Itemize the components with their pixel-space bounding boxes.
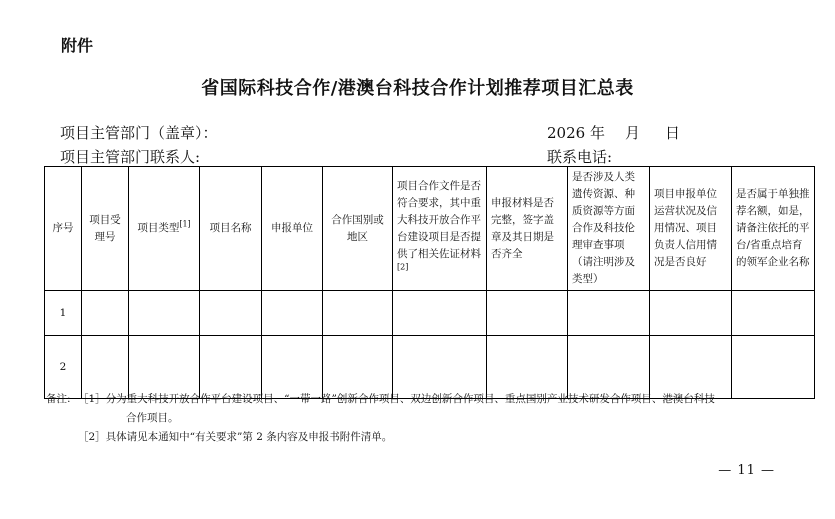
note-text-2: 具体请见本通知中“有关要求”第 2 条内容及申报书附件清单。 xyxy=(105,431,393,443)
footnote-ref-1: [1] xyxy=(179,219,191,229)
col-header-genetic-resources: 是否涉及人类遗传资源、种质资源等方面合作及科技伦理审查事项（请注明涉及类型） xyxy=(568,167,650,291)
date-month: 月 xyxy=(625,124,641,142)
table-row xyxy=(45,291,815,336)
annex-label: 附件 xyxy=(61,36,94,55)
page-title: 省国际科技合作/港澳台科技合作计划推荐项目汇总表 xyxy=(201,78,634,99)
notes-prefix: 备注: xyxy=(46,393,71,405)
date-day: 日 xyxy=(665,124,681,142)
col-header-credit-status: 项目申报单位运营状况及信用情况、项目负责人信用情况是否良好 xyxy=(650,167,732,291)
note-marker-1: ［1］ xyxy=(78,393,106,405)
col-header-applicant: 申报单位 xyxy=(262,167,323,291)
col-header-materials-complete: 申报材料是否完整，签字盖章及其日期是否齐全 xyxy=(487,167,568,291)
col-header-receipt-no: 项目受理号 xyxy=(82,167,129,291)
dept-label: 项目主管部门（盖章）： xyxy=(60,124,218,142)
col-header-project-name: 项目名称 xyxy=(200,167,262,291)
note-text-1-cont: 合作项目。 xyxy=(126,412,179,424)
row-seq: 2 xyxy=(45,336,82,399)
col-header-separate-quota: 是否属于单独推荐名额，如是，请备注依托的平台/省重点培育的领军企业名称 xyxy=(732,167,815,291)
note-text-1: 分为重大科技开放合作平台建设项目、“一带一路”创新合作项目、双边创新合作项目、重点国别产业技术研发合作项目、港澳台科技 xyxy=(105,393,715,405)
page-number: — 11 — xyxy=(718,463,775,478)
col-header-cooperation-docs: 项目合作文件是否符合要求，其中重大科技开放合作平台建设项目是否提供了相关佐证材料[2] xyxy=(393,167,487,291)
row-seq: 1 xyxy=(45,291,82,336)
summary-table xyxy=(44,166,815,399)
footnote-ref-2: [2] xyxy=(397,262,409,271)
notes-section xyxy=(46,390,715,447)
date-year: 2026 年 xyxy=(547,124,605,142)
contact-label: 项目主管部门联系人: xyxy=(60,148,201,166)
table-header-row xyxy=(45,167,815,291)
col-header-partner-country: 合作国别或地区 xyxy=(323,167,393,291)
phone-label: 联系电话: xyxy=(547,148,613,166)
note-marker-2: ［2］ xyxy=(78,431,106,443)
col-header-project-type: 项目类型[1] xyxy=(129,167,200,291)
col-header-seq: 序号 xyxy=(45,167,82,291)
